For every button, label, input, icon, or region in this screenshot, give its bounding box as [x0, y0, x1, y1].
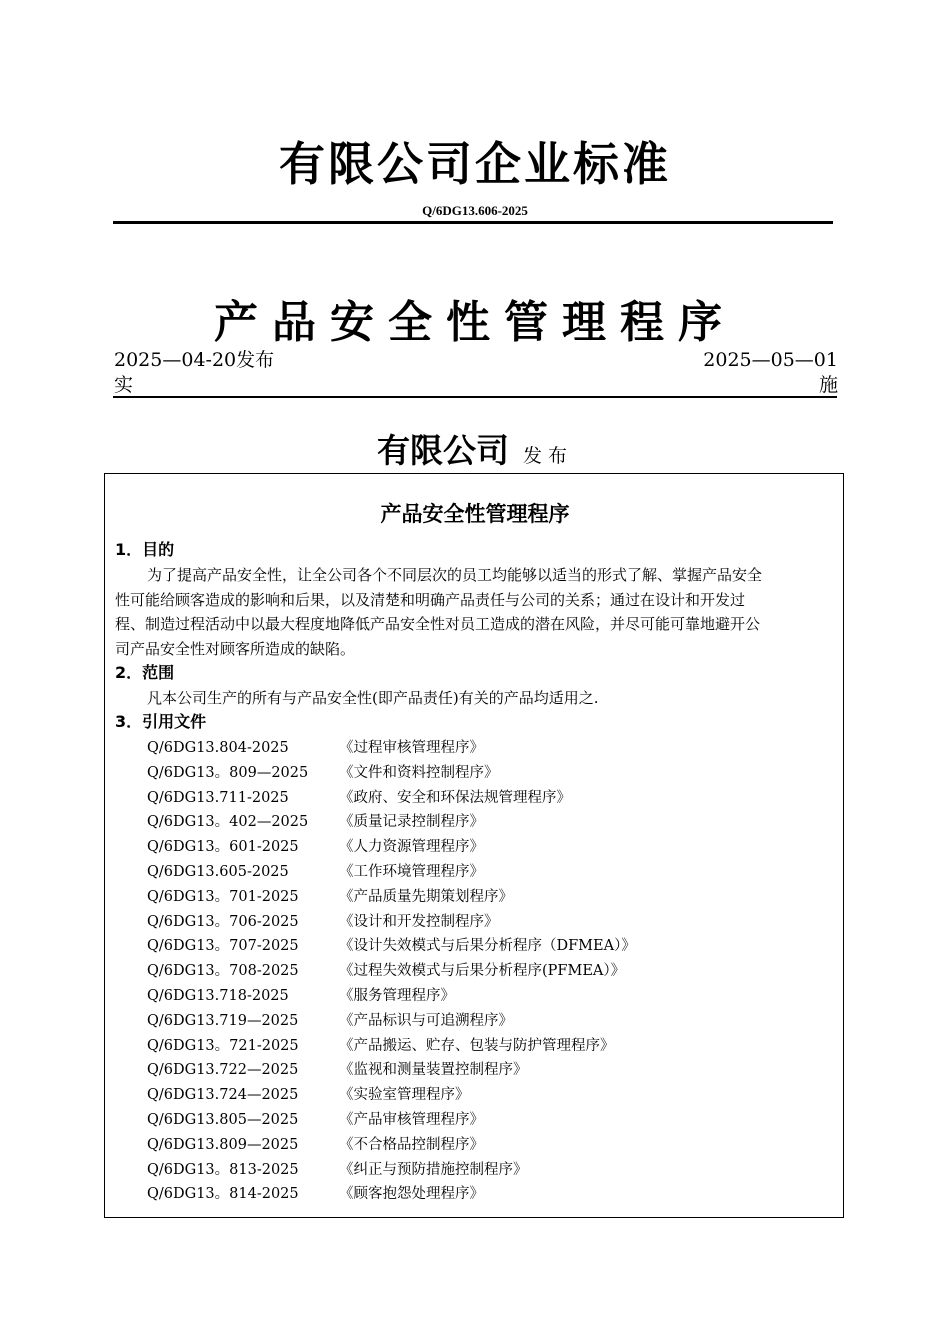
reference-code: Q/6DG13。721-2025: [147, 1037, 299, 1054]
reference-item: [147, 786, 827, 811]
reference-item: [147, 736, 827, 761]
section-heading-purpose: 1．目的: [115, 540, 175, 559]
effective-label-right: 施: [818, 374, 838, 396]
effective-label-left: 实: [114, 374, 134, 396]
reference-item: [147, 885, 827, 910]
reference-code: Q/6DG13.809—2025: [147, 1136, 299, 1153]
reference-code: Q/6DG13.719—2025: [147, 1012, 299, 1029]
reference-item: [147, 959, 827, 984]
reference-name: 《监视和测量装置控制程序》: [339, 1062, 528, 1079]
reference-name: 《产品搬运、贮存、包装与防护管理程序》: [339, 1037, 615, 1054]
section-heading-scope: 2．范围: [115, 663, 175, 682]
reference-item: [147, 1058, 827, 1083]
reference-name: 《产品质量先期策划程序》: [339, 888, 513, 905]
reference-item: [147, 1034, 827, 1059]
reference-item: [147, 934, 827, 959]
reference-code: Q/6DG13。701-2025: [147, 888, 299, 905]
reference-name: 《过程失效模式与后果分析程序(PFMEA）》: [339, 963, 626, 980]
purpose-line: 性可能给顾客造成的影响和后果，以及清楚和明确产品责任与公司的关系；通过在设计和开发过: [115, 590, 746, 609]
reference-item: [147, 1182, 827, 1207]
reference-name: 《服务管理程序》: [339, 987, 455, 1004]
reference-name: 《文件和资料控制程序》: [339, 764, 499, 781]
reference-item: [147, 810, 827, 835]
reference-code: Q/6DG13.605-2025: [147, 863, 289, 880]
reference-code: Q/6DG13.804-2025: [147, 740, 289, 756]
reference-code: Q/6DG13.724—2025: [147, 1087, 299, 1104]
reference-item: [147, 860, 827, 885]
section-text-scope: [115, 686, 839, 711]
reference-code: Q/6DG13。708-2025: [147, 963, 299, 980]
purpose-line: 程、制造过程活动中以最大程度地降低产品安全性对员工造成的潜在风险，并尽可能可靠地避开公: [115, 615, 761, 633]
reference-item: [147, 835, 827, 860]
purpose-line: 为了提高产品安全性，让全公司各个不同层次的员工均能够以适当的形式了解、掌握产品安全: [147, 566, 763, 584]
reference-name: 《不合格品控制程序》: [339, 1136, 484, 1153]
issue-date: 2025—04-20发布: [114, 349, 275, 371]
reference-code: Q/6DG13。402—2025: [147, 814, 309, 831]
reference-name: 《政府、安全和环保法规管理程序》: [339, 789, 571, 806]
reference-name: 《工作环境管理程序》: [339, 863, 484, 880]
reference-list: [147, 736, 827, 1207]
reference-name: 《纠正与预防措施控制程序》: [339, 1161, 528, 1178]
reference-code: Q/6DG13。809—2025: [147, 764, 309, 781]
reference-item: [147, 1108, 827, 1133]
header-divider: [113, 221, 833, 224]
scope-line: 凡本公司生产的所有与产品安全性(即产品责任)有关的产品均适用之.: [147, 689, 599, 707]
section-text-purpose: [115, 563, 839, 661]
reference-item: [147, 761, 827, 786]
reference-code: Q/6DG13.722—2025: [147, 1062, 299, 1079]
effective-date: 2025—05—01: [703, 349, 838, 371]
reference-item: [147, 1009, 827, 1034]
reference-code: Q/6DG13.805—2025: [147, 1111, 299, 1128]
reference-code: Q/6DG13。814-2025: [147, 1186, 299, 1203]
company-standard-title: 有限公司企业标准: [279, 137, 671, 191]
reference-code: Q/6DG13。706-2025: [147, 913, 299, 930]
reference-name: 《设计和开发控制程序》: [339, 913, 499, 930]
reference-name: 《设计失效模式与后果分析程序（DFMEA）》: [339, 938, 636, 955]
reference-code: Q/6DG13。601-2025: [147, 839, 299, 856]
reference-code: Q/6DG13。707-2025: [147, 938, 299, 955]
reference-name: 《实验室管理程序》: [339, 1087, 470, 1104]
reference-item: [147, 1083, 827, 1108]
reference-item: [147, 910, 827, 935]
content-box: [104, 473, 844, 1218]
reference-code: Q/6DG13.711-2025: [147, 789, 289, 806]
reference-name: 《产品标识与可追溯程序》: [339, 1012, 513, 1029]
document-code: Q/6DG13.606-2025: [422, 203, 528, 218]
section-heading-references: 3．引用文件: [115, 712, 207, 731]
reference-name: 《质量记录控制程序》: [339, 814, 484, 831]
reference-code: Q/6DG13.718-2025: [147, 987, 289, 1004]
publisher-verb: 发布: [522, 445, 573, 467]
reference-code: Q/6DG13。813-2025: [147, 1161, 299, 1178]
publisher-line: [0, 425, 950, 472]
reference-name: 《顾客抱怨处理程序》: [339, 1186, 484, 1203]
document-title: 产品安全性管理程序: [214, 297, 736, 348]
publisher-name: 有限公司: [376, 431, 509, 470]
reference-item: [147, 984, 827, 1009]
title-divider: [113, 396, 837, 398]
reference-name: 《过程审核管理程序》: [339, 740, 484, 756]
reference-name: 《产品审核管理程序》: [339, 1111, 484, 1128]
content-title: 产品安全性管理程序: [380, 502, 570, 526]
purpose-line: 司产品安全性对顾客所造成的缺陷。: [115, 639, 356, 658]
reference-name: 《人力资源管理程序》: [339, 839, 484, 856]
reference-item: [147, 1133, 827, 1158]
reference-item: [147, 1158, 827, 1183]
